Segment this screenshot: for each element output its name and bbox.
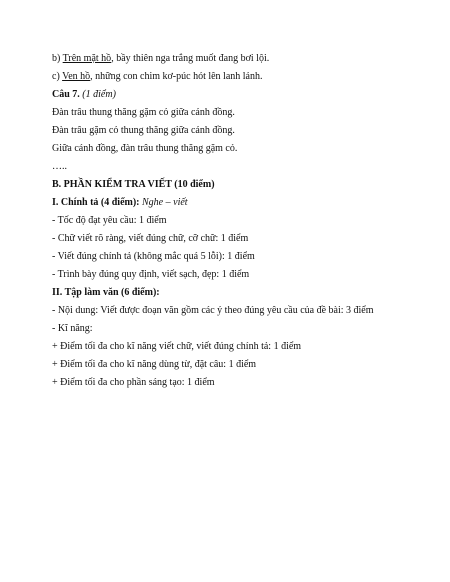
answer-b xyxy=(52,53,269,65)
ellipsis: ….. xyxy=(52,161,67,172)
answer-c-rest: , những con chim kơ-púc hót lên lanh lảnh. xyxy=(90,71,263,82)
cau7-points: (1 điểm) xyxy=(82,89,116,100)
part1-item: - Trình bày đúng quy định, viết sạch, đẹp: 1 điểm xyxy=(52,269,250,280)
answer-b-prefix: b) xyxy=(52,53,63,64)
part1-item: - Viết đúng chính tả (không mắc quá 5 lỗi): 1 điểm xyxy=(52,251,255,262)
cau7-line: Đàn trâu thung thăng gặm cỏ giữa cánh đồng. xyxy=(52,107,235,118)
part1-title: I. Chính tả (4 điểm): xyxy=(52,197,140,208)
part1-item: - Chữ viết rõ ràng, viết đúng chữ, cỡ chữ: 1 điểm xyxy=(52,233,249,244)
section-b-title: B. PHẦN KIỂM TRA VIẾT (10 điểm) xyxy=(52,179,215,190)
part1-heading xyxy=(52,197,188,209)
cau7-title: Câu 7. xyxy=(52,89,80,100)
part2-item: + Điểm tối đa cho phần sáng tạo: 1 điểm xyxy=(52,377,215,388)
cau7-line: Đàn trâu gặm cỏ thung thăng giữa cánh đồng. xyxy=(52,125,235,136)
part2-item: + Điểm tối đa cho kĩ năng dùng từ, đặt câu: 1 điểm xyxy=(52,359,257,370)
answer-c-underlined: Ven hồ xyxy=(62,71,91,82)
answer-c xyxy=(52,71,263,83)
answer-b-underlined: Trên mặt hồ xyxy=(62,53,112,64)
part2-item: + Điểm tối đa cho kĩ năng viết chữ, viết đúng chính tả: 1 điểm xyxy=(52,341,302,352)
part2-item: - Nội dung: Viết được đoạn văn gồm các ý theo đúng yêu cầu của đề bài: 3 điểm xyxy=(52,305,374,316)
part1-item: - Tốc độ đạt yêu cầu: 1 điểm xyxy=(52,215,167,226)
answer-b-rest: , bầy thiên nga trắng muốt đang bơi lội. xyxy=(111,53,270,64)
cau7-heading xyxy=(52,89,116,101)
part2-item: - Kĩ năng: xyxy=(52,323,93,334)
cau7-line: Giữa cánh đồng, đàn trâu thung thăng gặm cỏ. xyxy=(52,143,238,154)
part2-title: II. Tập làm văn (6 điểm): xyxy=(52,287,160,298)
answer-c-prefix: c) xyxy=(52,71,63,82)
part1-subtitle: Nghe – viết xyxy=(142,197,188,208)
